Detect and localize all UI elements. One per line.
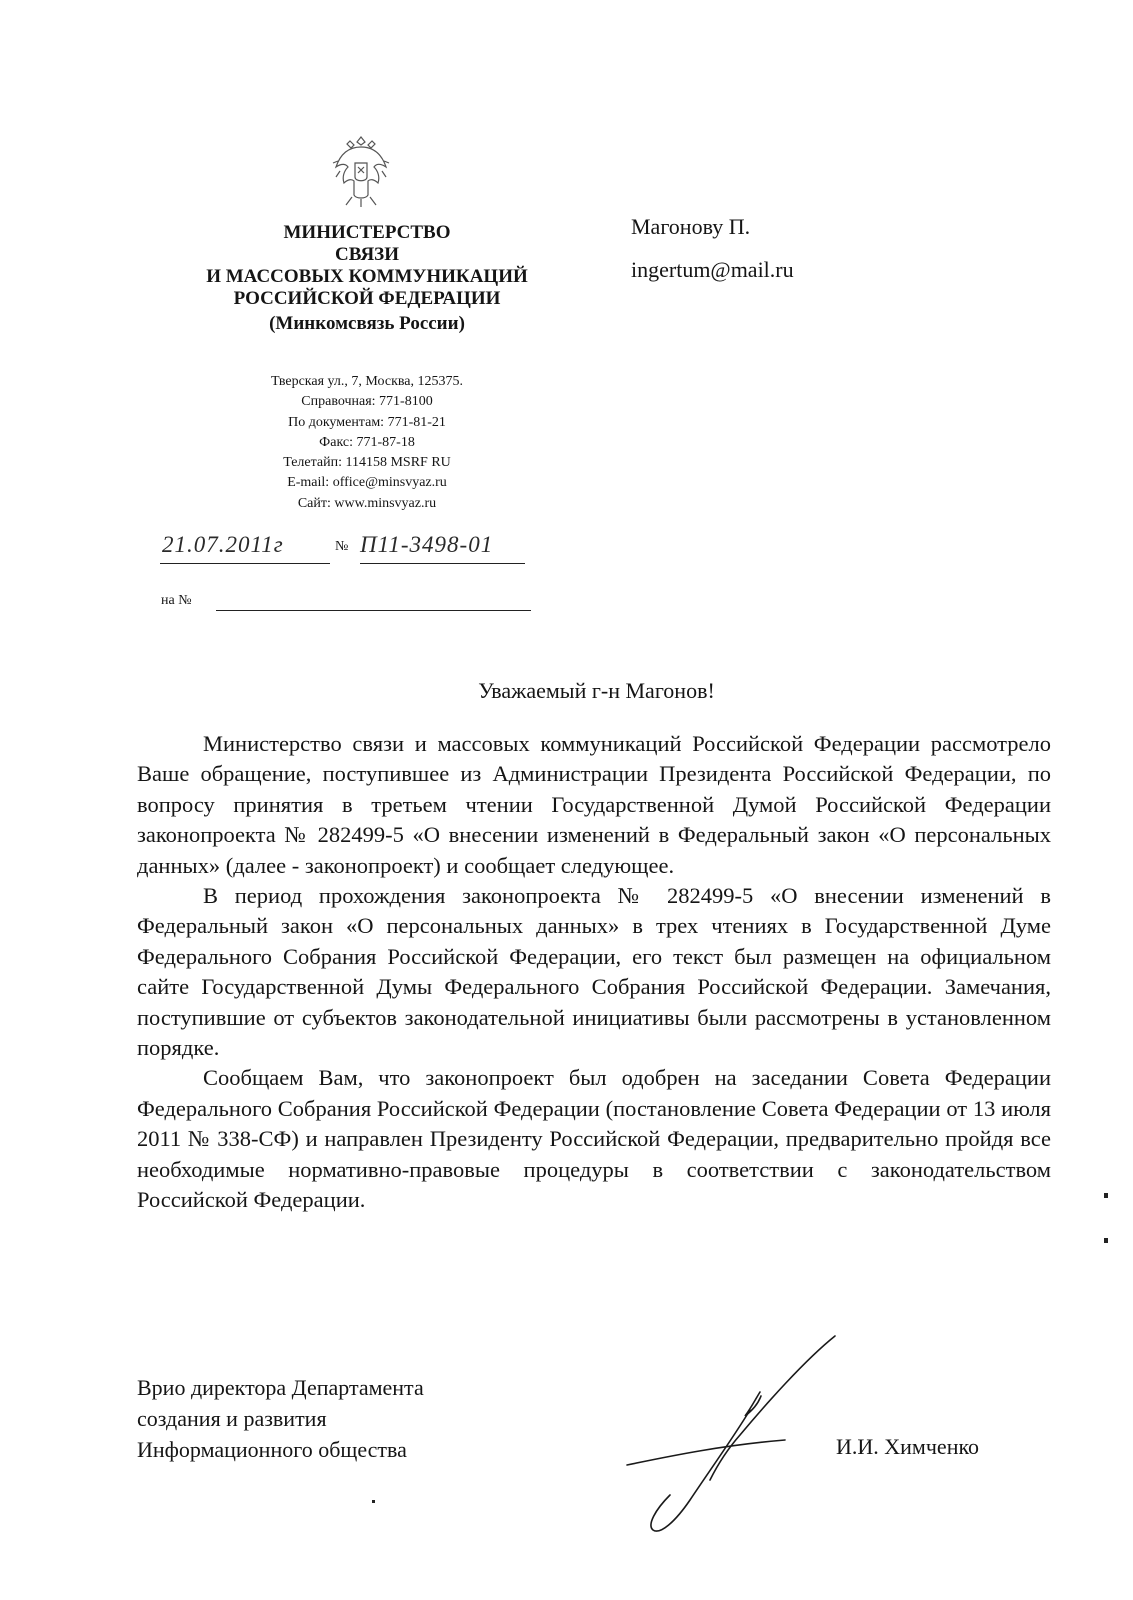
body-paragraph: Сообщаем Вам, что законопроект был одобрен на заседании Совета Федерации Федерального Собрания Российской Федерации (постановление Совета Федерации от 13 июля 2011 № 338-СФ) и направлен Президенту Российской Федерации, предварительно пройдя все необходимые нормативно-правовые процедуры в соответствии с законодательством Российской Федерации.	[137, 1065, 1051, 1213]
reply-reference-line	[161, 593, 531, 617]
signatory-title-line: Информационного общества	[137, 1437, 407, 1462]
ministry-contacts	[208, 372, 526, 514]
reply-reference-underline	[216, 610, 531, 611]
date-underline	[160, 563, 330, 564]
signatory-title-line: создания и развития	[137, 1406, 327, 1431]
registration-line	[160, 530, 530, 570]
ministry-header	[178, 222, 556, 335]
ministry-line: РОССИЙСКОЙ ФЕДЕРАЦИИ	[233, 288, 501, 309]
salutation	[0, 678, 1133, 704]
handwritten-signature	[615, 1330, 855, 1540]
contact-website: Сайт: www.minsvyaz.ru	[297, 495, 437, 511]
addressee-email: ingertum@mail.ru	[631, 257, 794, 282]
ministry-line: МИНИСТЕРСТВО	[283, 222, 451, 243]
contact-info-phone: Справочная: 771-8100	[301, 394, 433, 410]
contact-fax: Факс: 771-87-18	[319, 434, 415, 450]
ministry-line: И МАССОВЫХ КОММУНИКАЦИЙ	[206, 266, 528, 287]
number-underline	[360, 563, 525, 564]
reply-reference-label: на №	[161, 593, 192, 608]
scan-speck	[1104, 1238, 1108, 1243]
coat-of-arms-icon	[328, 133, 394, 211]
body-paragraph: В период прохождения законопроекта № 282499-5 «О внесении изменений в Федеральный закон «О персональных данных» в трех чтениях в Государственной Думе Федерального Собрания Российской Федерации, его текст был размещен на официальном сайте Государственной Думы Федерального Собрания Российской Федерации. Замечания, поступившие от субъектов законодательной инициативы были рассмотрены в установленном порядке.	[137, 883, 1051, 1061]
signatory-name: И.И. Химченко	[836, 1434, 980, 1459]
contact-teletype: Телетайп: 114158 MSRF RU	[283, 455, 451, 471]
addressee-block	[631, 214, 794, 283]
body-paragraph: Министерство связи и массовых коммуникаций Российской Федерации рассмотрело Ваше обращение, поступившее из Администрации Президента Российской Федерации, по вопросу принятия в третьем чтении Государственной Думой Российской Федерации законопроекта № 282499-5 «О внесении изменений в Федеральный закон «О персональных данных» (далее - законопроект) и сообщает следующее.	[137, 731, 1051, 878]
signatory-title	[137, 1372, 424, 1465]
contact-email: E-mail: office@minsvyaz.ru	[287, 475, 447, 491]
addressee-name: Магонову П.	[631, 214, 751, 239]
registration-date: 21.07.2011г	[162, 532, 284, 557]
contact-address: Тверская ул., 7, Москва, 125375.	[270, 374, 464, 389]
scan-speck	[1104, 1193, 1108, 1198]
letter-body	[137, 729, 1051, 1216]
salutation-text: Уважаемый г-н Магонов!	[478, 678, 715, 703]
ministry-short-name: (Минкомсвязь России)	[269, 313, 465, 334]
registration-number-label: №	[335, 539, 349, 554]
registration-number: П11-3498-01	[360, 532, 494, 557]
ministry-line: СВЯЗИ	[335, 244, 399, 265]
signatory-title-line: Врио директора Департамента	[137, 1375, 424, 1400]
contact-docs-phone: По документам: 771-81-21	[288, 414, 446, 430]
scan-speck	[372, 1500, 375, 1503]
